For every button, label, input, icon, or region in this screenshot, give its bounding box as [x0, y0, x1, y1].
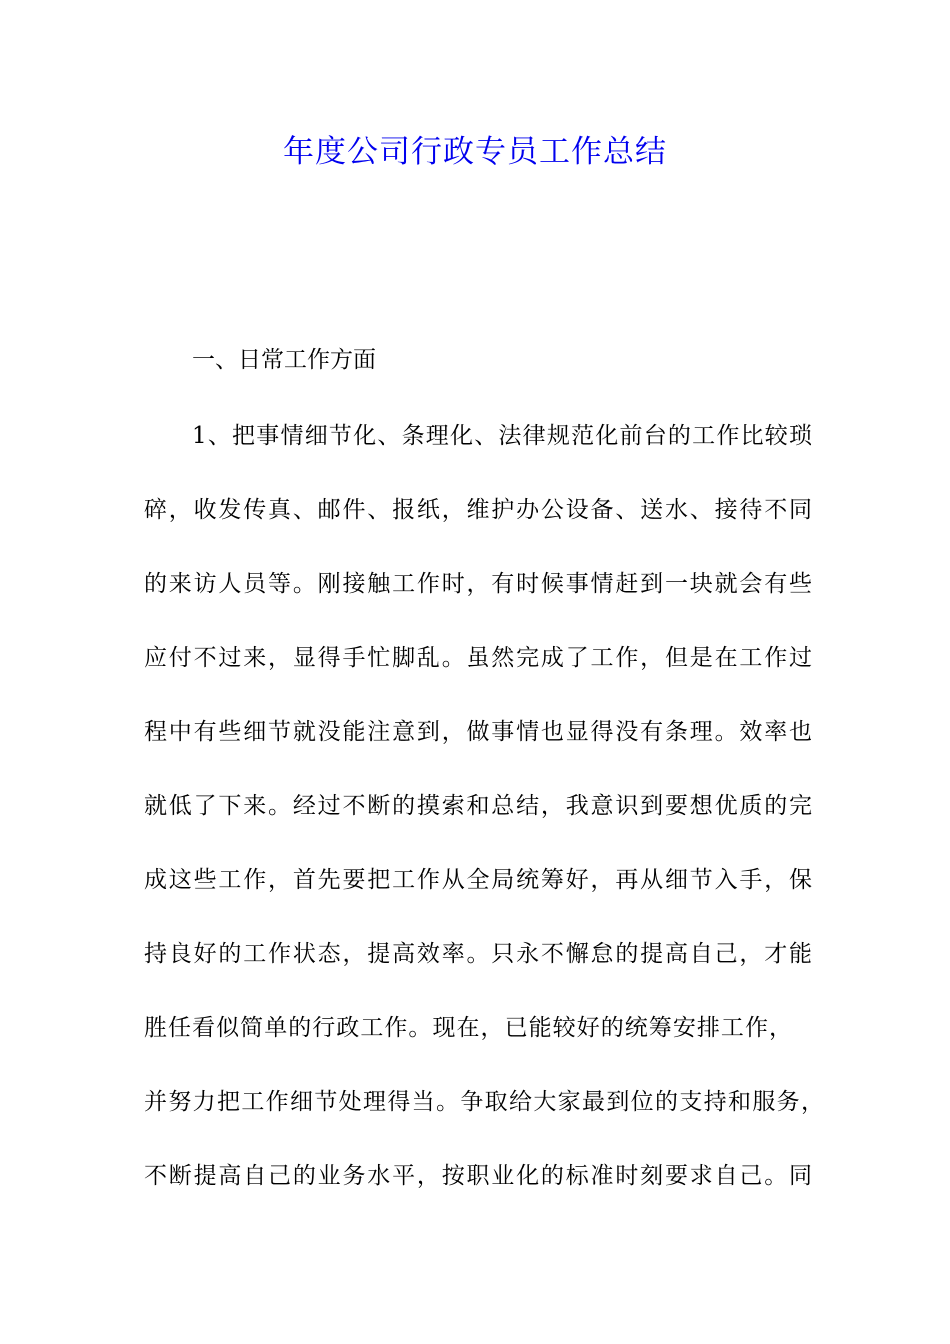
paragraph-line: 不断提高自己的业务水平，按职业化的标准时刻要求自己。同: [144, 1163, 812, 1189]
paragraph-line: 程中有些细节就没能注意到，做事情也显得没有条理。效率也: [144, 719, 812, 745]
section-heading: 一、日常工作方面: [192, 347, 376, 373]
paragraph-line: 碎，收发传真、邮件、报纸，维护办公设备、送水、接待不同: [144, 497, 812, 523]
paragraph-line: 1、把事情细节化、条理化、法律规范化前台的工作比较琐: [192, 423, 812, 449]
paragraph-line: 成这些工作，首先要把工作从全局统筹好，再从细节入手，保: [144, 867, 812, 893]
paragraph-line: 胜任看似简单的行政工作。现在，已能较好的统筹安排工作，: [144, 1015, 792, 1041]
paragraph-line: 的来访人员等。刚接触工作时，有时候事情赶到一块就会有些: [144, 571, 812, 597]
paragraph-line: 持良好的工作状态，提高效率。只永不懈怠的提高自己，才能: [144, 941, 812, 967]
paragraph-line: 就低了下来。经过不断的摸索和总结，我意识到要想优质的完: [144, 793, 812, 819]
paragraph-line: 并努力把工作细节处理得当。争取给大家最到位的支持和服务，: [144, 1089, 824, 1115]
document-title: 年度公司行政专员工作总结: [283, 134, 667, 170]
paragraph-line: 应付不过来，显得手忙脚乱。虽然完成了工作，但是在工作过: [144, 645, 812, 671]
